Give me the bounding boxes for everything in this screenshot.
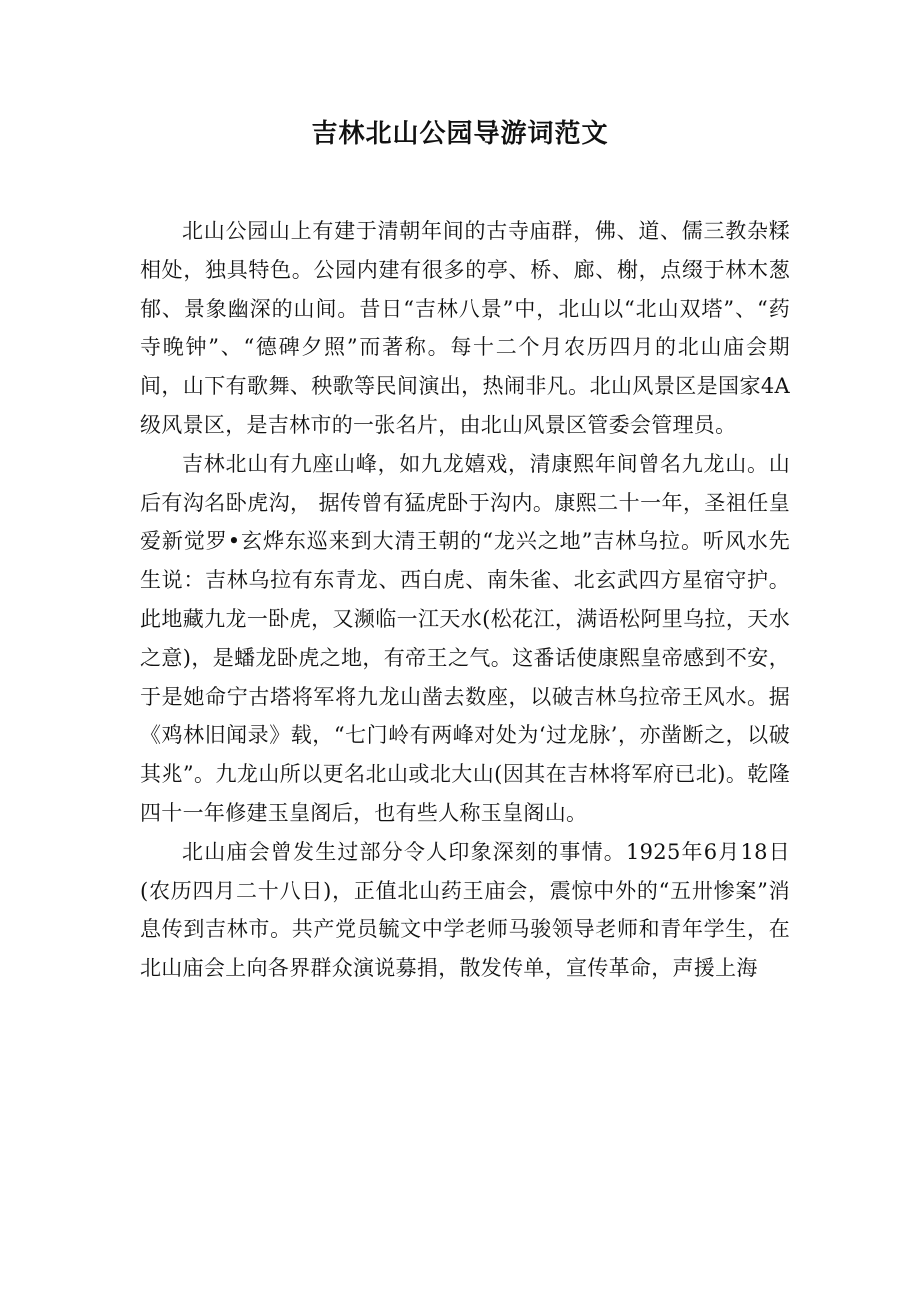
document-title: 吉林北山公园导游词范文 (311, 119, 609, 149)
paragraph: 吉林北山有九座山峰，如九龙嬉戏，清康熙年间曾名九龙山。山后有沟名卧虎沟， 据传曾有猛虎卧于沟内。康熙二十一年，圣祖任皇爱新觉罗•玄烨东巡来到大清王朝的“龙兴之地”吉林乌拉。听风水先生说：吉林乌拉有东青龙、西白虎、南朱雀、北玄武四方星宿守护。此地藏九龙一卧虎，又濒临一江天水(松花江，满语松阿里乌拉，天水之意)，是蟠龙卧虎之地，有帝王之气。这番话使康熙皇帝感到不安，于是她命宁古塔将军将九龙山凿去数座，以破吉林乌拉帝王风水。据《鸡林旧闻录》载，“七门岭有两峰对处为‘过龙脉’，亦凿断之，以破其兆”。九龙山所以更名北山或北大山(因其在吉林将军府已北)。乾隆四十一年修建玉皇阁后，也有些人称玉皇阁山。 (140, 451, 790, 825)
paragraph: 北山公园山上有建于清朝年间的古寺庙群，佛、道、儒三教杂糅相处，独具特色。公园内建有很多的亭、桥、廊、榭，点缀于林木葱郁、景象幽深的山间。昔日“吉林八景”中，北山以“北山双塔”、“药寺晚钟”、“德碑夕照”而著称。每十二个月农历四月的北山庙会期间，山下有歌舞、秧歌等民间演出，热闹非凡。北山风景区是国家4A级风景区，是吉林市的一张名片，由北山风景区管委会管理员。 (140, 219, 790, 437)
document-body (140, 212, 790, 988)
paragraph: 北山庙会曾发生过部分令人印象深刻的事情。1925年6月18日(农历四月二十八日)，正值北山药王庙会，震惊中外的“五卅惨案”消息传到吉林市。共产党员毓文中学老师马骏领导老师和青年学生，在北山庙会上向各界群众演说募捐，散发传单，宣传革命，声援上海 (140, 839, 790, 981)
